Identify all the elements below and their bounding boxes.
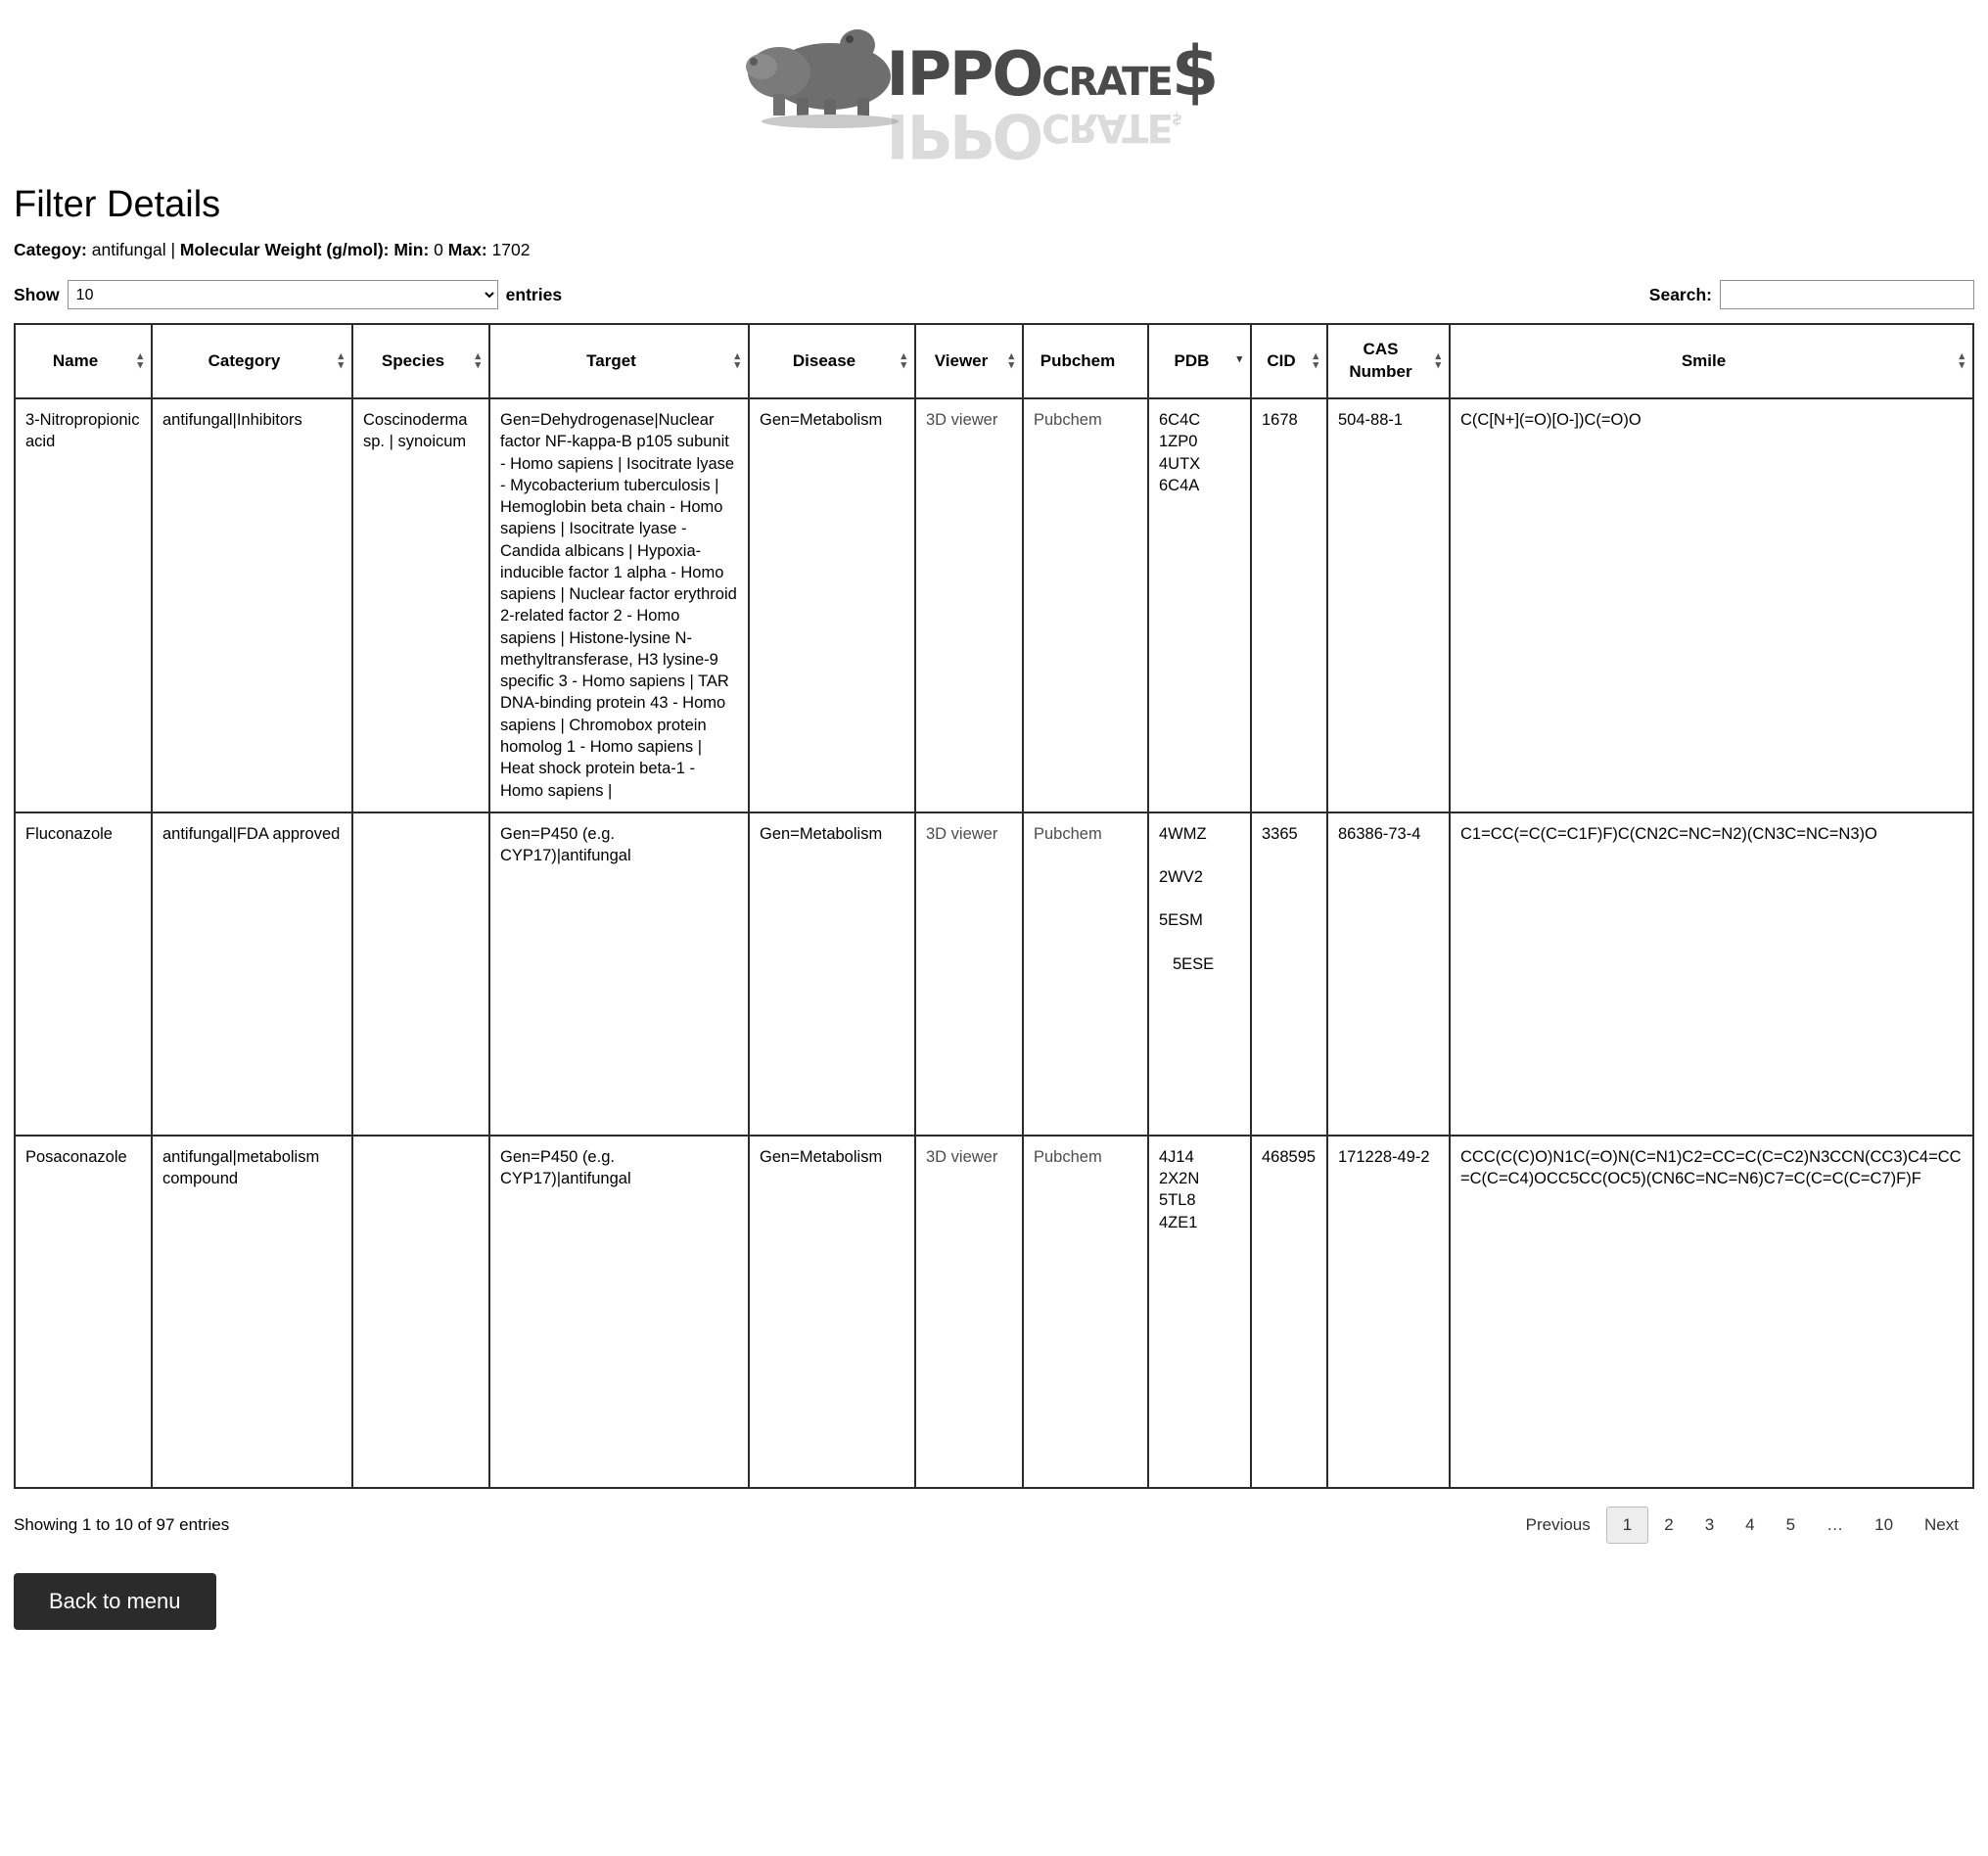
cell-pdb[interactable] bbox=[1148, 1136, 1251, 1488]
page-title: Filter Details bbox=[14, 184, 221, 225]
pdb-entry[interactable]: 4UTX bbox=[1159, 454, 1201, 473]
filter-mw-label: Molecular Weight (g/mol): bbox=[179, 240, 390, 259]
column-header-category[interactable] bbox=[152, 324, 352, 398]
results-table bbox=[14, 323, 1974, 1489]
filter-max-value: 1702 bbox=[486, 240, 531, 259]
cell-species: Coscinoderma sp. | synoicum bbox=[352, 398, 489, 812]
pagination-page-1[interactable]: 1 bbox=[1606, 1507, 1648, 1544]
table-header-row bbox=[15, 324, 1973, 398]
cell-disease: Gen=Metabolism bbox=[749, 1136, 915, 1488]
table-row bbox=[15, 1136, 1973, 1488]
sort-icon[interactable] bbox=[901, 352, 906, 370]
column-header-name[interactable] bbox=[15, 324, 152, 398]
site-logo bbox=[0, 0, 1988, 171]
show-label: Show bbox=[14, 284, 60, 304]
column-label: Category bbox=[208, 350, 281, 370]
column-header-target[interactable] bbox=[489, 324, 749, 398]
cell-smile: CCC(C(C)O)N1C(=O)N(C=N1)C2=CC=C(C=C2)N3CCN(CC3)C4=CC=C(C=C4)OCC5CC(OC5)(CN6C=NC=N6)C7=C(C=C(C=C7)F)F bbox=[1450, 1136, 1973, 1488]
cell-target: Gen=Dehydrogenase|Nuclear factor NF-kappa-B p105 subunit - Homo sapiens | Isocitrate lyase - Mycobacterium tuberculosis | Hemoglobin beta chain - Homo sapiens | Isocitrate lyase - Candida albicans | Hypoxia-inducible factor 1 alpha - Homo sapiens | Nuclear factor erythroid 2-related factor 2 - Homo sapiens | Histone-lysine N-methyltransferase, H3 lysine-9 specific 3 - Homo sapiens | TAR DNA-binding protein 43 - Homo sapiens | Chromobox protein homolog 1 - Homo sapiens | Heat shock protein beta-1 - Homo sapiens | bbox=[489, 398, 749, 812]
column-label: Disease bbox=[792, 350, 856, 370]
back-to-menu-button[interactable]: Back to menu bbox=[14, 1573, 216, 1630]
entries-label: entries bbox=[505, 284, 563, 304]
column-label: Name bbox=[52, 350, 99, 370]
filter-max-label: Max: bbox=[447, 240, 487, 259]
sort-desc-icon[interactable] bbox=[1236, 352, 1242, 367]
column-label: PDB bbox=[1174, 350, 1210, 370]
column-label: Pubchem bbox=[1040, 350, 1116, 370]
pagination-page-2[interactable]: 2 bbox=[1664, 1514, 1674, 1534]
column-header-smile[interactable] bbox=[1450, 324, 1973, 398]
cell-species bbox=[352, 812, 489, 1136]
cell-species bbox=[352, 1136, 489, 1488]
column-header-pdb[interactable] bbox=[1148, 324, 1251, 398]
show-entries-control bbox=[14, 280, 562, 309]
pagination-previous[interactable]: Previous bbox=[1525, 1514, 1591, 1534]
entries-per-page-select[interactable] bbox=[68, 280, 498, 309]
column-label: Target bbox=[586, 350, 636, 370]
cell-cid: 3365 bbox=[1251, 812, 1327, 1136]
pdb-entry[interactable]: 4J14 bbox=[1159, 1147, 1194, 1166]
sort-icon[interactable] bbox=[1435, 352, 1441, 370]
cell-cas: 171228-49-2 bbox=[1327, 1136, 1450, 1488]
pdb-entry[interactable]: 2X2N bbox=[1159, 1170, 1200, 1188]
table-row bbox=[15, 812, 1973, 1136]
cell-target: Gen=P450 (e.g. CYP17)|antifungal bbox=[489, 812, 749, 1136]
logo-sub-text: CRATE bbox=[1041, 60, 1172, 105]
pdb-entry[interactable]: 5ESE bbox=[1173, 954, 1215, 973]
logo-dollar: $ bbox=[1171, 31, 1218, 112]
pagination bbox=[1510, 1507, 1974, 1544]
search-input[interactable] bbox=[1720, 280, 1974, 309]
pdb-entry[interactable]: 5TL8 bbox=[1159, 1191, 1196, 1210]
cell-name: Posaconazole bbox=[15, 1136, 152, 1488]
pagination-page-5[interactable]: 5 bbox=[1785, 1514, 1796, 1534]
sort-icon[interactable] bbox=[734, 352, 740, 370]
cell-disease: Gen=Metabolism bbox=[749, 812, 915, 1136]
logo-reflection-sub: CRATE bbox=[1041, 105, 1172, 150]
pdb-entry[interactable]: 4WMZ bbox=[1159, 824, 1207, 843]
cell-viewer-link[interactable]: 3D viewer bbox=[915, 1136, 1023, 1488]
filter-min-value: 0 bbox=[429, 240, 448, 259]
cell-viewer-link[interactable]: 3D viewer bbox=[915, 812, 1023, 1136]
pdb-entry[interactable]: 5ESM bbox=[1159, 911, 1203, 930]
filter-category-value: antifungal | bbox=[86, 240, 180, 259]
entries-info: Showing 1 to 10 of 97 entries bbox=[14, 1514, 230, 1534]
column-header-species[interactable] bbox=[352, 324, 489, 398]
logo-reflection-main: IPPO bbox=[886, 100, 1042, 171]
column-label: CAS Number bbox=[1349, 340, 1412, 381]
pdb-entry[interactable]: 6C4A bbox=[1159, 476, 1200, 494]
filter-summary bbox=[14, 240, 1974, 260]
sort-icon[interactable] bbox=[137, 352, 143, 370]
logo-reflection-dollar: $ bbox=[1171, 111, 1180, 129]
column-label: Viewer bbox=[934, 350, 989, 370]
column-header-cas[interactable] bbox=[1327, 324, 1450, 398]
table-controls bbox=[14, 280, 1974, 309]
pagination-page-4[interactable]: 4 bbox=[1745, 1514, 1755, 1534]
column-header-viewer[interactable] bbox=[915, 324, 1023, 398]
column-header-disease[interactable] bbox=[749, 324, 915, 398]
cell-cas: 504-88-1 bbox=[1327, 398, 1450, 812]
cell-pubchem-link[interactable]: Pubchem bbox=[1023, 812, 1148, 1136]
pagination-next[interactable]: Next bbox=[1924, 1514, 1959, 1534]
sort-icon[interactable] bbox=[1008, 352, 1014, 370]
cell-smile: C1=CC(=C(C=C1F)F)C(CN2C=NC=N2)(CN3C=NC=N3)O bbox=[1450, 812, 1973, 1136]
cell-disease: Gen=Metabolism bbox=[749, 398, 915, 812]
cell-category: antifungal|metabolism compound bbox=[152, 1136, 352, 1488]
search-label: Search: bbox=[1648, 284, 1712, 304]
sort-icon[interactable] bbox=[1959, 352, 1965, 370]
sort-icon[interactable] bbox=[338, 352, 344, 370]
cell-viewer-link[interactable]: 3D viewer bbox=[915, 398, 1023, 812]
table-row bbox=[15, 398, 1973, 812]
cell-pdb[interactable] bbox=[1148, 398, 1251, 812]
logo-reflection bbox=[887, 100, 1180, 171]
column-label: Smile bbox=[1681, 350, 1727, 370]
logo-main-text: IPPO bbox=[886, 38, 1042, 110]
pagination-page-10[interactable]: 10 bbox=[1874, 1514, 1894, 1534]
cell-name: Fluconazole bbox=[15, 812, 152, 1136]
column-header-cid[interactable] bbox=[1251, 324, 1327, 398]
pdb-entry[interactable]: 6C4C bbox=[1159, 411, 1201, 429]
column-label: CID bbox=[1267, 350, 1296, 370]
cell-cas: 86386-73-4 bbox=[1327, 812, 1450, 1136]
column-header-pubchem[interactable] bbox=[1023, 324, 1148, 398]
cell-target: Gen=P450 (e.g. CYP17)|antifungal bbox=[489, 1136, 749, 1488]
table-footer bbox=[14, 1507, 1974, 1544]
pagination-ellipsis: … bbox=[1826, 1514, 1844, 1534]
sort-icon[interactable] bbox=[475, 352, 481, 370]
cell-pubchem-link[interactable]: Pubchem bbox=[1023, 398, 1148, 812]
cell-category: antifungal|Inhibitors bbox=[152, 398, 352, 812]
cell-pubchem-link[interactable]: Pubchem bbox=[1023, 1136, 1148, 1488]
filter-category-label: Categoy: bbox=[14, 240, 87, 259]
column-label: Species bbox=[381, 350, 445, 370]
cell-smile: C(C[N+](=O)[O-])C(=O)O bbox=[1450, 398, 1973, 812]
pagination-page-3[interactable]: 3 bbox=[1704, 1514, 1715, 1534]
filter-min-label: Min: bbox=[389, 240, 430, 259]
cell-cid: 1678 bbox=[1251, 398, 1327, 812]
cell-category: antifungal|FDA approved bbox=[152, 812, 352, 1136]
sort-icon[interactable] bbox=[1313, 352, 1318, 370]
pdb-entry[interactable]: 2WV2 bbox=[1159, 868, 1203, 887]
hippo-icon bbox=[740, 16, 911, 133]
cell-pdb[interactable] bbox=[1148, 812, 1251, 1136]
pdb-entry[interactable]: 1ZP0 bbox=[1159, 433, 1198, 451]
pdb-entry[interactable]: 4ZE1 bbox=[1159, 1213, 1198, 1231]
cell-name: 3-Nitropropionic acid bbox=[15, 398, 152, 812]
search-control bbox=[1649, 280, 1974, 309]
cell-cid: 468595 bbox=[1251, 1136, 1327, 1488]
